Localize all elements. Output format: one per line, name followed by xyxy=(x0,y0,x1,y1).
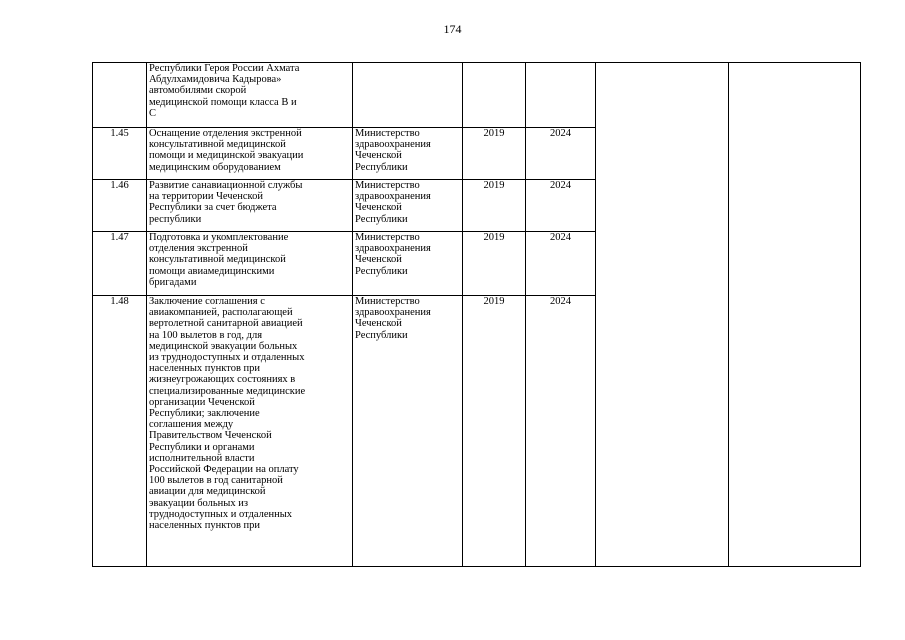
page-number: 174 xyxy=(443,22,462,36)
table-row xyxy=(93,63,861,128)
end-year-cell: 2024 xyxy=(526,128,596,180)
empty-cell xyxy=(596,63,729,567)
executor-cell: Министерство здравоохранения Чеченской Республики xyxy=(353,180,463,232)
start-year-cell: 2019 xyxy=(463,128,526,180)
start-year-cell xyxy=(463,63,526,128)
executor-cell: Министерство здравоохранения Чеченской Республики xyxy=(353,232,463,296)
measures-table xyxy=(92,62,861,567)
row-number-cell xyxy=(93,63,147,128)
row-number-cell: 1.46 xyxy=(93,180,147,232)
executor-cell: Министерство здравоохранения Чеченской Республики xyxy=(353,128,463,180)
row-number-cell: 1.47 xyxy=(93,232,147,296)
description-cell: Развитие санавиационной службы на территории Чеченской Республики за счет бюджета республики xyxy=(147,180,353,232)
description-cell: Подготовка и укомплектование отделения экстренной консультативной медицинской помощи авиамедицинскими бригадами xyxy=(147,232,353,296)
start-year-cell: 2019 xyxy=(463,180,526,232)
row-number-cell: 1.48 xyxy=(93,296,147,567)
row-number-cell: 1.45 xyxy=(93,128,147,180)
end-year-cell: 2024 xyxy=(526,180,596,232)
empty-cell xyxy=(729,63,861,567)
end-year-cell: 2024 xyxy=(526,232,596,296)
description-cell: Оснащение отделения экстренной консультативной медицинской помощи и медицинской эвакуации медицинским оборудованием xyxy=(147,128,353,180)
end-year-cell: 2024 xyxy=(526,296,596,567)
start-year-cell: 2019 xyxy=(463,296,526,567)
end-year-cell xyxy=(526,63,596,128)
executor-cell xyxy=(353,63,463,128)
start-year-cell: 2019 xyxy=(463,232,526,296)
description-cell: Республики Героя России Ахмата Абдулхамидовича Кадырова» автомобилями скорой медицинской помощи класса В и С xyxy=(147,63,353,128)
executor-cell: Министерство здравоохранения Чеченской Республики xyxy=(353,296,463,567)
description-cell: Заключение соглашения с авиакомпанией, располагающей вертолетной санитарной авиацией на 100 вылетов в год, для медицинской эвакуации больных из труднодоступных и отдаленных населенных пунктов при жизнеугрожающих состояниях в специализированные медицинские организации Чеченской Республики; заключение соглашения между Правительством Чеченской Республики и органами исполнительной власти Российской Федерации на оплату 100 вылетов в год санитарной авиации для медицинской эвакуации больных из труднодоступных и отдаленных населенных пунктов при xyxy=(147,296,353,567)
